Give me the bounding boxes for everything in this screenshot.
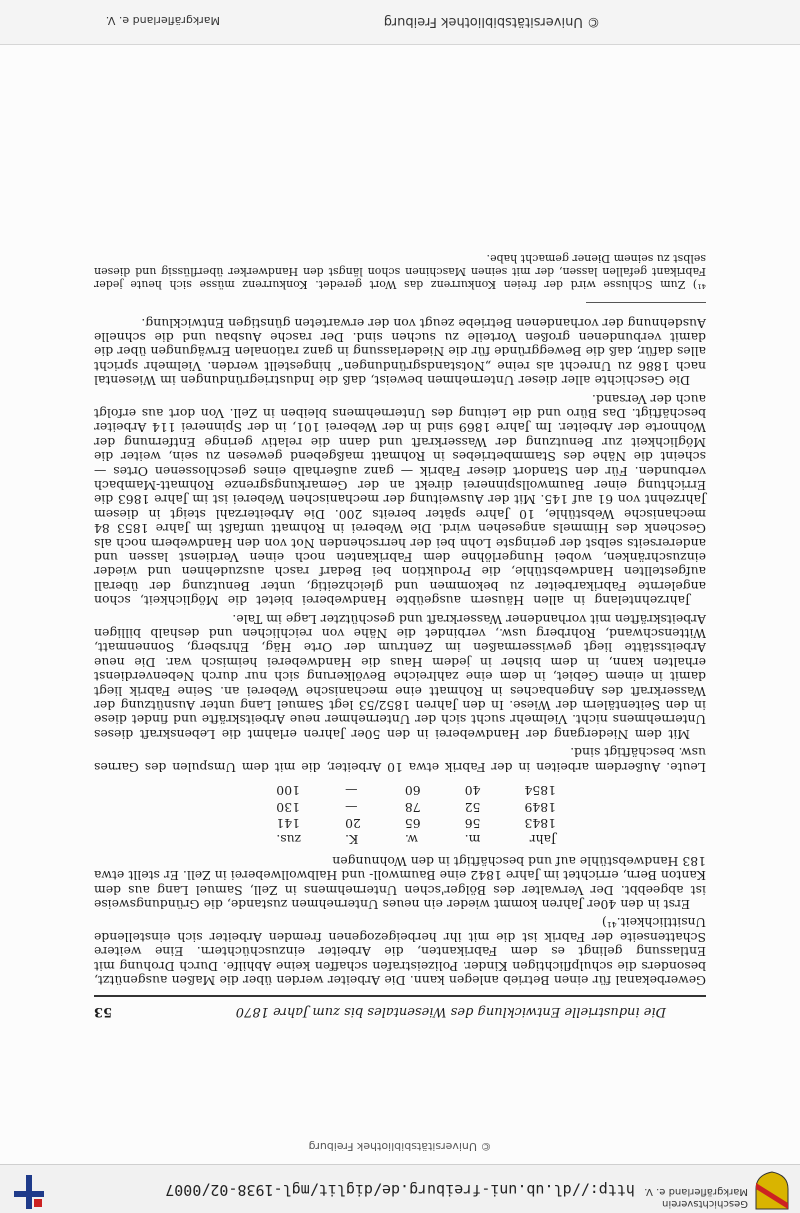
- table-cell: 130: [276, 799, 300, 815]
- table-cell: 100: [276, 783, 300, 799]
- table-cell: 56: [464, 815, 481, 831]
- university-logo-icon: [14, 1175, 44, 1209]
- table-cell: 1843: [524, 815, 556, 831]
- footnote: ⁴¹) Zum Schlusse wird der freien Konkurrenz das Wort geredet. Konkurrenz müsse sich heute jeder Fabrikant gefallen lassen, der mit seinen Maschinen schon längst den Handwerker überflüssig und diesen selbst zu seinem Diener gemacht habe.: [94, 252, 706, 292]
- footnote-divider: [586, 302, 706, 303]
- table-row: [254, 782, 556, 798]
- copyright-text: © Universitätsbibliothek Freiburg: [383, 14, 600, 29]
- paragraph: Die Geschichte aller dieser Unternehmen beweist, daß die Industriegründungen im Wiesental nach 1886 zu Unrecht als reine „Notstandsgründungen“ hingestellt werden. Vielmehr spricht alles dafür, daß die Beweggründe für die Niederlassung in ganz rationalen Erwägungen über die damit verbundenen großen Vorteile zu suchen sind. Der rasche Ausbau und die schnelle Ausdehnung der vorhandenen Betriebe zeugt von der erwarteten günstigen Entwicklung.: [94, 315, 706, 389]
- table-cell: 141: [276, 815, 300, 831]
- paragraph: Jahrzehntelang in allen Häusern ausgeübte Handweberei bietet die Möglichkeit, schon angelernte Fabrikarbeiter zu bekommen und gleichzeitig, unter Benutzung der überall aufgestellten Handwebstühle, die Produktion bei Bedarf rasch auszudehnen und wieder einzuschränken, wobei Hungerlöhne dem Fabrikanten noch einen Verdienst lassen und andererseits selbst der geringste Lohn bei der herrschenden Not von den Handwebern noch als Geschenk des Himmels angesehen wird. Die Weberei in Rohmatt umfaßt im Jahre 1853 84 mechanische Webstühle, 10 Jahre später bereits 200. Die Arbeiterzahl steigt in diesem Jahrzehnt von 61 auf 145. Mit der Ausweitung der mechanischen Weberei ist im Jahre 1863 die Errichtung einer Baumwollspinnerei direkt an der Gemarkungsgrenze Rohmatt-Mambach verbunden. Für den Standort dieser Fabrik — ganz außerhalb eines geschlossenen Ortes — scheint die Nähe des Stammbetriebes in Rohmatt maßgebend gewesen zu sein, weiter die Möglichkeit zur Benutzung der Wasserkraft und dann die relativ geringe Entfernung der Wohnorte der Arbeiter. Im Jahre 1869 sind in der Weberei 101, in der Spinnerei 114 Arbeiter beschäftigt. Das Büro und die Leitung des Unternehmens bleiben in Zell. Von dort aus erfolgt auch der Versand.: [94, 391, 706, 609]
- paragraph: Mit dem Niedergang der Handweberei in den 50er Jahren erlahmt die Lebenskraft dieses Unternehmens nicht. Vielmehr sucht sich der Unternehmer neue Arbeitskräfte und findet diese in den Seitentälern der Wiese. In den Jahren 1852/53 legt Samuel Lang unter Ausnützung der Wasserkraft des Angenbaches in Rohmatt eine mechanische Weberei an. Seine Fabrik liegt damit in einem Gebiet, in dem eine zahlreiche Bevölkerung sich nur durch Nebenverdienst erhalten kann, in dem bisher in jedem Haus die Handweberei heimisch war. Die neue Arbeitsstätte liegt gewissermaßen im Zentrum der Orte Häg, Ehrsberg, Sonnenmatt, Wittenschwand, Rohrberg usw., verbindet die Nähe von reichlichen und deshalb billigen Arbeitskräften mit vorhandener Wasserkraft und geschützter Lage im Tale.: [94, 611, 706, 742]
- table-row: [254, 798, 556, 814]
- table-cell: 20: [345, 815, 361, 831]
- table-header: Jahr: [529, 832, 556, 848]
- url-text[interactable]: http://dl.ub.uni-freiburg.de/diglit/mgl-1938-02/0007: [165, 1181, 635, 1199]
- running-header: [94, 995, 706, 1023]
- table-row: [254, 815, 556, 831]
- viewer-toolbar: [0, 1164, 800, 1213]
- association-credit: Markgräflerland e. V.: [105, 14, 220, 27]
- table-header: zus.: [276, 832, 302, 848]
- paragraph: Leute. Außerdem arbeiten in der Fabrik etwa 10 Arbeiter, die mit dem Umspulen des Garnes usw. beschäftigt sind.: [94, 745, 706, 775]
- watermark-text: © Universitätsbibliothek Freiburg: [308, 1140, 492, 1153]
- table-cell: —: [345, 783, 358, 799]
- main-text: [94, 241, 706, 987]
- paragraph: Erst in den 40er Jahren kommt wieder ein neues Unternehmen zustande, die Gründungsweise ist abgeebbt. Der Verwalter des Bölger'schen Unternehmens in Zell, Samuel Lang aus dem Kanton Bern, errichtet im Jahre 1842 eine Baumwoll- und Halbwollweberei in Zell. Er stellt etwa 183 Handwebstühle auf und beschäftigt in den Wohnungen: [94, 853, 706, 912]
- paragraph: Gewerbekanal für einen Betrieb anlegen kann. Die Arbeiter werden über die Maßen ausgenützt, besonders die schulpflichtigen Kinder. Polizeistrafen schaffen keine Abhilfe. Durch Drohung mit Entlassung gelingt es dem Fabrikanten, die Arbeiter einzuschüchtern. Eine weitere Schattenseite der Fabrik ist die mit ihr herbeigezogenen fremden Arbeiter sich einstellende Unsittlichkeit.⁴¹): [94, 915, 706, 988]
- table-cell: 40: [464, 783, 481, 799]
- table-header: m.: [464, 832, 481, 848]
- viewer-footer: [0, 0, 800, 45]
- workers-table: [254, 782, 556, 848]
- table-cell: 52: [464, 799, 481, 815]
- table-header: w.: [404, 832, 418, 848]
- page-number: 53: [94, 1004, 113, 1019]
- table-cell: 78: [404, 799, 421, 815]
- table-cell: 65: [404, 815, 421, 831]
- table-header-row: [254, 831, 556, 847]
- table-cell: —: [345, 799, 358, 815]
- table-cell: 1849: [524, 799, 556, 815]
- association-label: Geschichtsverein Markgräflerland e. V.: [644, 1186, 748, 1209]
- running-title: Die industrielle Entwicklung des Wiesentales bis zum Jahre 1870: [235, 1004, 666, 1019]
- table-header: K.: [345, 832, 359, 848]
- table-cell: 1854: [524, 783, 556, 799]
- table-cell: 60: [404, 783, 421, 799]
